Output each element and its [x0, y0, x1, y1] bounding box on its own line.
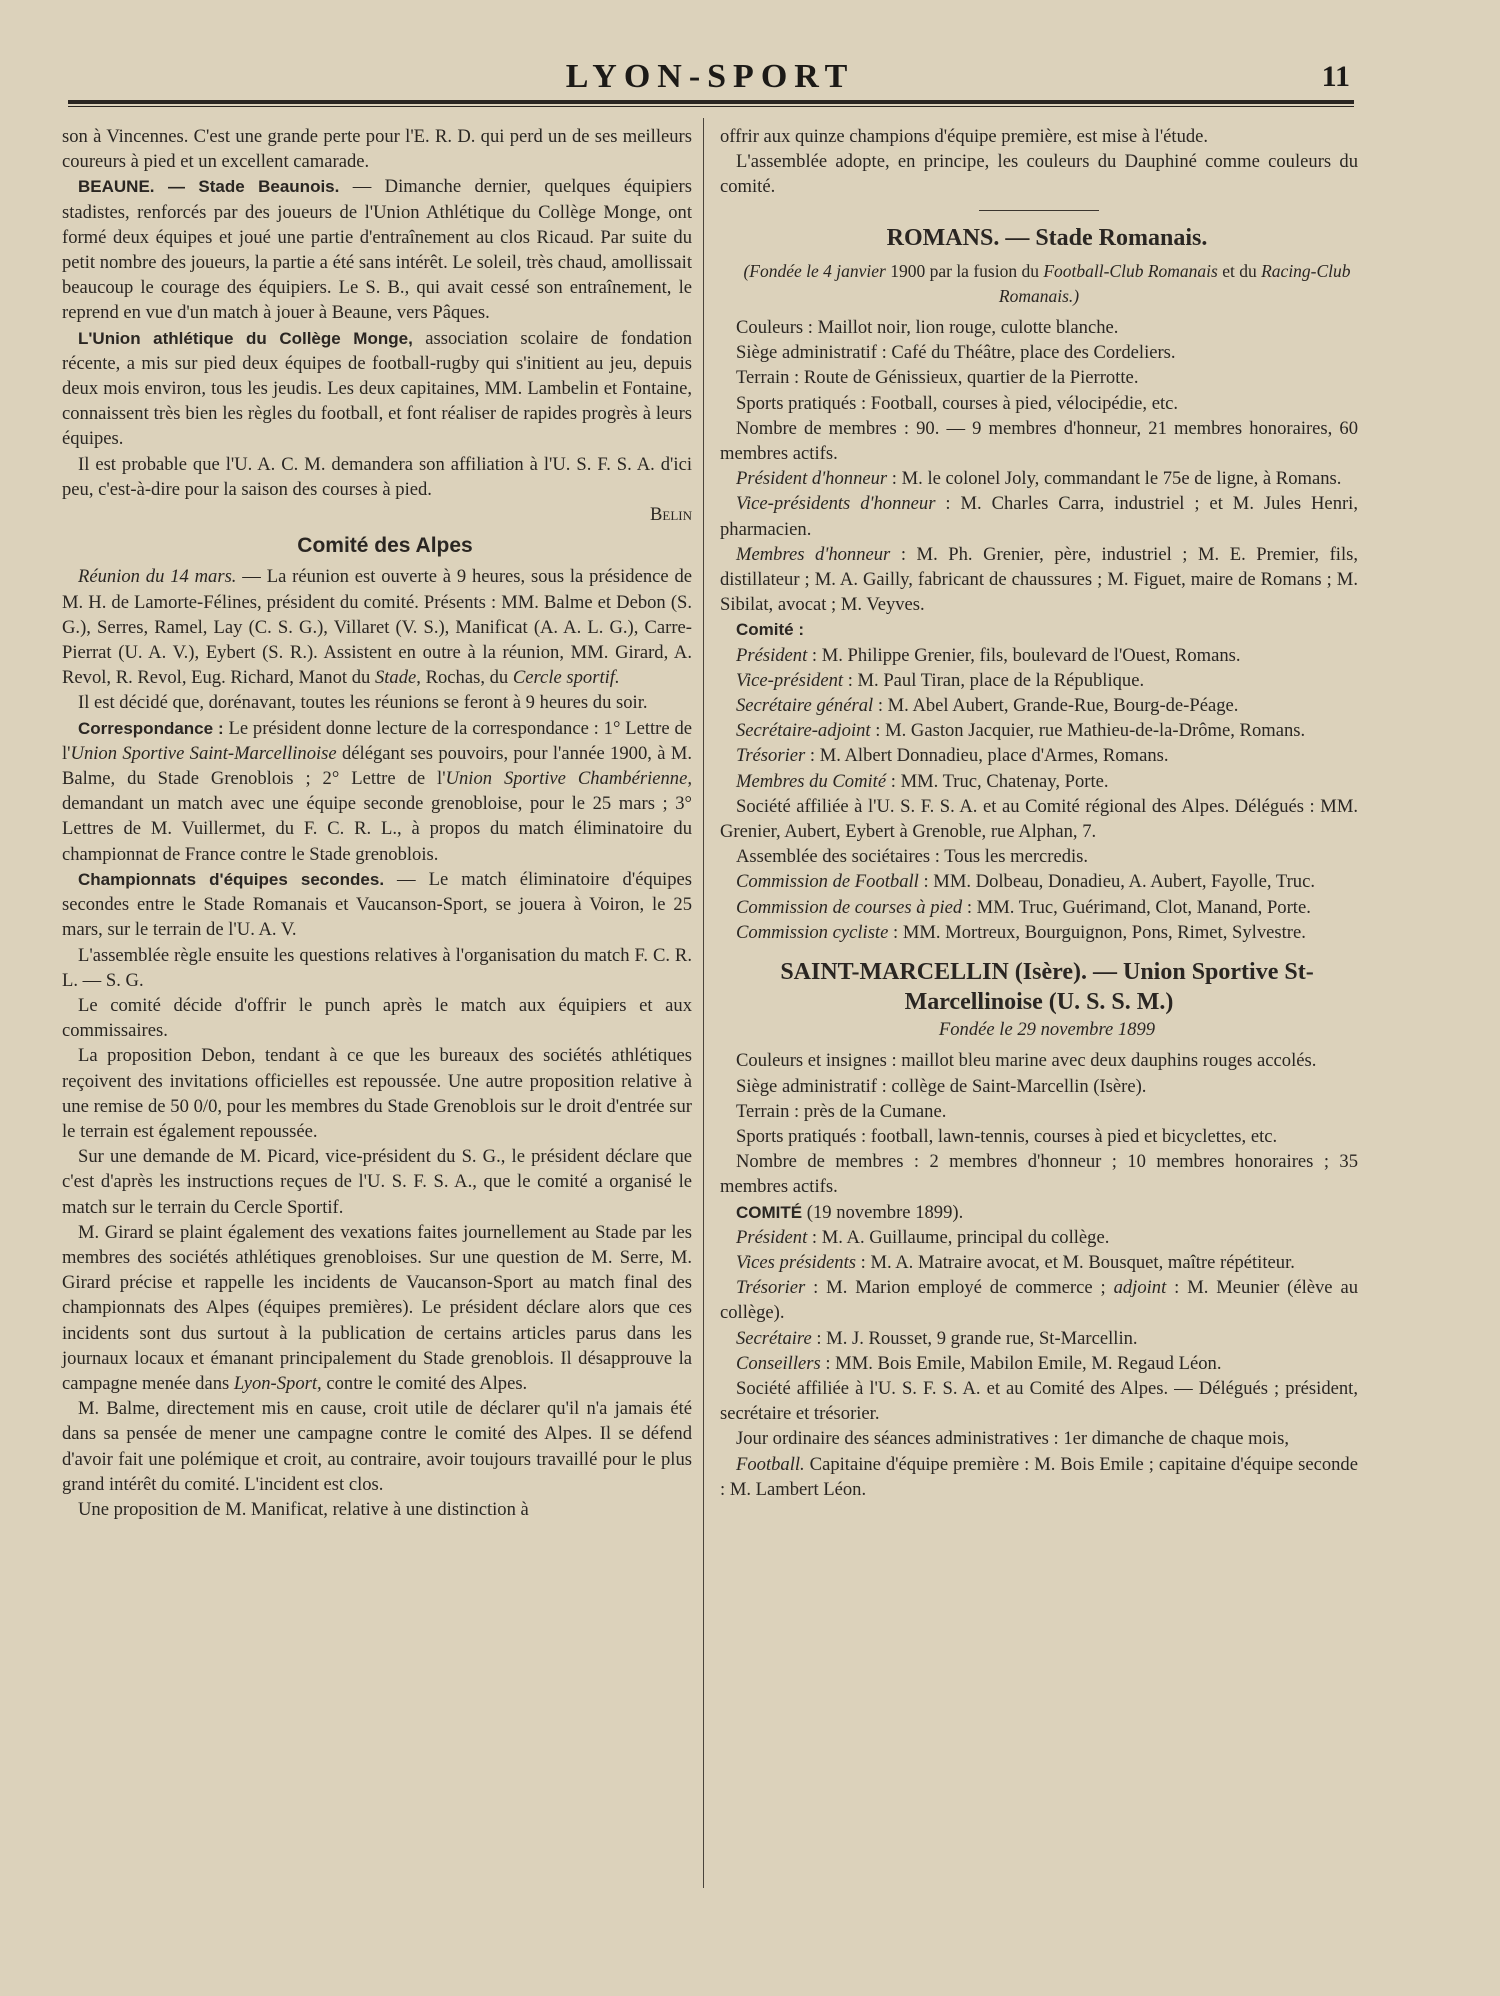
stm-founded: Fondée le 29 novembre 1899	[938, 1019, 1156, 1041]
text: : MM. Truc, Chatenay, Porte.	[886, 770, 1109, 792]
paragraph: Le comité décide d'offrir le punch après le match aux équipiers et aux commissaires.	[62, 994, 692, 1042]
paragraph	[720, 895, 1358, 920]
text: Capitaine d'équipe première : M. Bois Emile ; capitaine d'équipe seconde : M. Lambert Léon.	[720, 1453, 1358, 1500]
text: Football.	[736, 1453, 805, 1475]
paragraph-union	[62, 326, 692, 452]
paragraph	[720, 869, 1358, 894]
text: COMITÉ	[736, 1202, 803, 1222]
paragraph	[720, 1351, 1358, 1376]
text: Vice-président	[736, 669, 844, 691]
text: Commission de Football	[736, 871, 919, 893]
paragraph	[720, 1452, 1358, 1502]
paragraph: Une proposition de M. Manificat, relative à une distinction à	[78, 1498, 529, 1520]
text: : M. J. Rousset, 9 grande rue, St-Marcellin.	[811, 1327, 1138, 1349]
paragraph: Société affiliée à l'U. S. F. S. A. et au Comité régional des Alpes. Délégués : MM. Grenier, Aubert, Eybert à Grenoble, rue Alphan, 7.	[720, 795, 1358, 843]
text: : M. Marion employé de commerce ;	[805, 1277, 1114, 1299]
paragraph	[720, 617, 1358, 642]
paragraph	[720, 1250, 1358, 1275]
text: , Rochas, du	[416, 667, 513, 689]
section-title-comite: Comité des Alpes	[297, 534, 473, 558]
text: : M. A. Guillaume, principal du collège.	[807, 1226, 1110, 1248]
page-number: 11	[1321, 60, 1350, 93]
paragraph: Terrain : Route de Génissieux, quartier de la Pierrotte.	[736, 367, 1139, 389]
paragraph: Assemblée des sociétaires : Tous les mercredis.	[736, 846, 1089, 868]
paragraph	[720, 769, 1358, 794]
paragraph: L'assemblée règle ensuite les questions relatives à l'organisation du match F. C. R. L. — S. G.	[62, 944, 692, 991]
paragraph: Sports pratiqués : Football, courses à pied, vélocipédie, etc.	[736, 392, 1179, 414]
paragraph: La proposition Debon, tendant à ce que les bureaux des sociétés athlétiques reçoivent des invitations officielles est repoussée. Une autre proposition relative à une remise de 50 0/0, pour les membres du Stade Grenoblois sur le droit d'entrée sur le terrain est également repoussée.	[62, 1045, 692, 1142]
text: : M. Ph. Grenier, père, industriel ; M. E. Premier, fils, distillateur ; M. A. Gailly, fabricant de chaussures ; M. Figuet, maire de Romans ; M. Sibilat, avocat ; M. Veyves.	[720, 543, 1358, 616]
text: Trésorier	[736, 1277, 806, 1299]
masthead: LYON-SPORT	[565, 58, 855, 95]
text: contre le comité des Alpes.	[321, 1372, 528, 1394]
paragraph	[720, 491, 1358, 541]
text: : M. A. Matraire avocat, et M. Bousquet, maître répétiteur.	[855, 1251, 1295, 1273]
club-title-romans: ROMANS. — Stade Romanais.	[886, 224, 1208, 251]
text: M. Girard se plaint également des vexations faites journellement au Stade par les membres des sociétés athlétiques grenobloises. Sur une question de M. Serre, M. Girard précise et rappelle les incidents de Vaucanson-Sport au match final des championnats des Alpes (équipes premières). Le président déclare alors que ces incidents sont dus surtout à la publication de certains articles parus dans les journaux locaux et émanant principalement du Stade grenoblois. Il désapprouve la campagne menée dans	[62, 1221, 692, 1394]
club-title-saint-marcellin: SAINT-MARCELLIN (Isère). — Union Sportive St-Marcellinoise (U. S. S. M.)	[780, 959, 1314, 1016]
lead-union: L'Union athlétique du Collège Monge,	[78, 328, 413, 348]
header-rule	[68, 100, 1354, 104]
paragraph	[720, 1326, 1358, 1351]
text: délégant ses pouvoirs, pour l'année 1900, à M. Balme, du Stade Grenoblois ; 2° Lettre de l'	[62, 742, 692, 790]
signature: Belin	[649, 504, 692, 526]
text: Union Sportive Chambérienne,	[445, 768, 692, 790]
paragraph: Sur une demande de M. Picard, vice-président du S. G., le président déclare que c'est d'après les instructions reçues de l'U. S. F. S. A., que le comité a organisé le match sur le terrain du Cercle Sportif.	[62, 1146, 692, 1218]
text: Président d'honneur	[736, 468, 888, 490]
text: Secrétaire général	[736, 695, 874, 717]
paragraph: Société affiliée à l'U. S. F. S. A. et au Comité des Alpes. — Délégués ; président, secrétaire et trésorier.	[720, 1377, 1358, 1425]
paragraph	[720, 1200, 1358, 1225]
paragraph	[720, 693, 1358, 718]
column-divider	[703, 118, 704, 1888]
paragraph: Siège administratif : collège de Saint-Marcellin (Isère).	[736, 1075, 1147, 1097]
text: Il est probable que l'U. A. C. M. demandera son affiliation à l'U. S. F. S. A. d'ici peu, c'est-à-dire pour la saison des courses à pied.	[62, 453, 692, 500]
text: : M. Gaston Jacquier, rue Mathieu-de-la-Drôme, Romans.	[870, 720, 1306, 742]
text: (19 novembre 1899).	[802, 1201, 964, 1223]
text: Union Sportive Saint-Marcellinoise	[70, 742, 337, 764]
paragraph: Couleurs : Maillot noir, lion rouge, culotte blanche.	[736, 317, 1119, 339]
text: : M. Meunier (élève au collège).	[720, 1277, 1358, 1324]
text: Cercle sportif.	[512, 667, 620, 689]
text: 1900 par la fusion du	[885, 260, 1044, 281]
text: : M. Philippe Grenier, fils, boulevard de l'Ouest, Romans.	[807, 644, 1241, 666]
paragraph	[720, 920, 1358, 945]
text: association scolaire de fondation récente, a mis sur pied deux équipes de football-rugby qui s'initient au jeu, depuis deux mois environ, tous les jeudis. Les deux capitaines, MM. Lambelin et Fontaine, connaissent très bien les règles du football, et font réaliser de rapides progrès à leurs équipes.	[62, 327, 693, 450]
paragraph-affiliation	[62, 452, 692, 502]
text: Membres d'honneur	[736, 543, 891, 565]
text: : M. Charles Carra, industriel ; et M. Jules Henri, pharmacien.	[720, 493, 1358, 540]
text: et du	[1217, 260, 1262, 281]
text: : M. Albert Donnadieu, place d'Armes, Romans.	[805, 745, 1169, 767]
paragraph: offrir aux quinze champions d'équipe première, est mise à l'étude.	[720, 126, 1209, 147]
text: Secrétaire-adjoint	[736, 720, 871, 742]
paragraph	[720, 668, 1358, 693]
text: Vice-présidents d'honneur	[736, 493, 936, 515]
paragraph: Siège administratif : Café du Théâtre, place des Cordeliers.	[736, 342, 1176, 364]
paragraph	[720, 643, 1358, 668]
text: Réunion du 14 mars.	[78, 566, 237, 588]
text: Lyon-Sport,	[233, 1372, 322, 1394]
paragraph	[720, 1225, 1358, 1250]
text: Conseillers	[736, 1352, 821, 1374]
text: adjoint	[1113, 1277, 1167, 1299]
text: Championnats d'équipes secondes.	[78, 869, 385, 889]
text: Commission cycliste	[736, 921, 889, 943]
paragraph	[720, 1275, 1358, 1325]
text: Trésorier	[736, 745, 806, 767]
paragraph: Sports pratiqués : football, lawn-tennis, courses à pied et bicyclettes, etc.	[736, 1125, 1278, 1147]
text: (Fondée le 4 janvier	[743, 260, 886, 281]
text: Stade	[374, 667, 417, 689]
text: demandant un match avec une équipe seconde grenobloise, pour le 25 mars ; 3° Lettres de M. Vuillermet, du F. C. R. L., à propos du match éliminatoire du championnat de France contre le Stade grenoblois.	[62, 793, 692, 865]
header-rule-thin	[68, 106, 1354, 107]
paragraph-correspondance	[62, 716, 692, 867]
paragraph: Nombre de membres : 90. — 9 membres d'honneur, 21 membres honoraires, 60 membres actifs.	[720, 417, 1358, 465]
paragraph: Il est décidé que, dorénavant, toutes les réunions se feront à 9 heures du soir.	[78, 692, 648, 714]
text: Commission de courses à pied	[736, 896, 963, 918]
signature-line	[62, 502, 692, 527]
text: : MM. Bois Emile, Mabilon Emile, M. Regaud Léon.	[820, 1352, 1222, 1374]
paragraph-championnats	[62, 867, 692, 943]
text: — Le match éliminatoire d'équipes secondes entre le Stade Romanais et Vaucanson-Sport, se jouera à Voiron, le 25 mars, sur le terrain de l'U. A. V.	[62, 868, 692, 941]
text: Racing-Club Romanais.)	[998, 260, 1351, 306]
text: Football-Club Romanais	[1043, 260, 1218, 281]
text: : M. Abel Aubert, Grande-Rue, Bourg-de-Péage.	[873, 695, 1239, 717]
lead-beaune: BEAUNE. — Stade Beaunois.	[78, 177, 340, 197]
text: Vices présidents	[736, 1251, 856, 1273]
paragraph: Nombre de membres : 2 membres d'honneur ; 10 membres honoraires ; 35 membres actifs.	[720, 1151, 1358, 1198]
text: : MM. Truc, Guérimand, Clot, Manand, Porte.	[962, 896, 1311, 918]
paragraph	[720, 466, 1358, 491]
text: : M. le colonel Joly, commandant le 75e de ligne, à Romans.	[887, 468, 1342, 490]
text: Secrétaire	[736, 1327, 812, 1349]
text: Le président donne lecture de la correspondance : 1° Lettre de l'	[62, 717, 692, 764]
separator	[979, 210, 1099, 211]
paragraph	[720, 542, 1358, 618]
paragraph-beaune	[62, 174, 692, 325]
paragraph-girard	[62, 1220, 692, 1396]
text	[62, 452, 692, 502]
paragraph	[720, 743, 1358, 768]
romans-founded	[720, 259, 1358, 309]
paragraph: Couleurs et insignes : maillot bleu marine avec deux dauphins rouges accolés.	[736, 1050, 1317, 1072]
paragraph: son à Vincennes. C'est une grande perte pour l'E. R. D. qui perd un de ses meilleurs coureurs à pied et un excellent camarade.	[62, 126, 692, 173]
paragraph	[720, 718, 1358, 743]
paragraph: Terrain : près de la Cumane.	[736, 1100, 947, 1122]
left-column	[62, 124, 692, 1522]
text: — La réunion est ouverte à 9 heures, sous la présidence de M. H. de Lamorte-Félines, président du comité. Présents : MM. Balme et Debon (S. G.), Serres, Ramel, Lay (C. S. G.), Villaret (V. S.), Manificat (A. A. L. G.), Carre-Pierrat (U. A. V.), Eybert (S. R.). Assistent en outre à la réunion, MM. Girard, A. Revol, R. Revol, Eug. Richard, Manot du	[62, 566, 692, 689]
text: Président	[736, 644, 808, 666]
page-header	[70, 58, 1350, 98]
text: Membres du Comité	[736, 770, 887, 792]
text: : MM. Dolbeau, Donadieu, A. Aubert, Fayolle, Truc.	[918, 871, 1315, 893]
text: Comité :	[736, 620, 804, 640]
paragraph: M. Balme, directement mis en cause, croit utile de déclarer qu'il n'a jamais été dans sa pensée de mener une campagne contre le comité des Alpes. Il se défend d'avoir fait une polémique et croit, au contraire, avoir toujours travaillé pour le plus grand intérêt du comité. L'incident est clos.	[62, 1398, 692, 1495]
text: Président	[736, 1226, 808, 1248]
paragraph: L'assemblée adopte, en principe, les couleurs du Dauphiné comme couleurs du comité.	[720, 151, 1358, 198]
text: : MM. Mortreux, Bourguignon, Pons, Rimet, Sylvestre.	[888, 921, 1306, 943]
text: Correspondance :	[78, 718, 224, 738]
text: : M. Paul Tiran, place de la République.	[843, 669, 1145, 691]
text: — Dimanche dernier, quelques équipiers stadistes, renforcés par des joueurs de l'Union Athlétique du Collège Monge, ont formé deux équipes et joué une partie d'entraînement au clos Ricaud. Par suite du petit nombre des joueurs, la partie a été sans intérêt. Le soleil, très chaud, amollissait beaucoup le courage des équipiers. Le S. B., qui avait cessé son entraînement, le reprend en vue d'un match à jouer à Beaune, vers Pâques.	[62, 176, 692, 324]
paragraph: Jour ordinaire des séances administratives : 1er dimanche de chaque mois,	[736, 1428, 1289, 1450]
right-column	[720, 124, 1358, 1502]
paragraph-reunion	[62, 564, 692, 690]
